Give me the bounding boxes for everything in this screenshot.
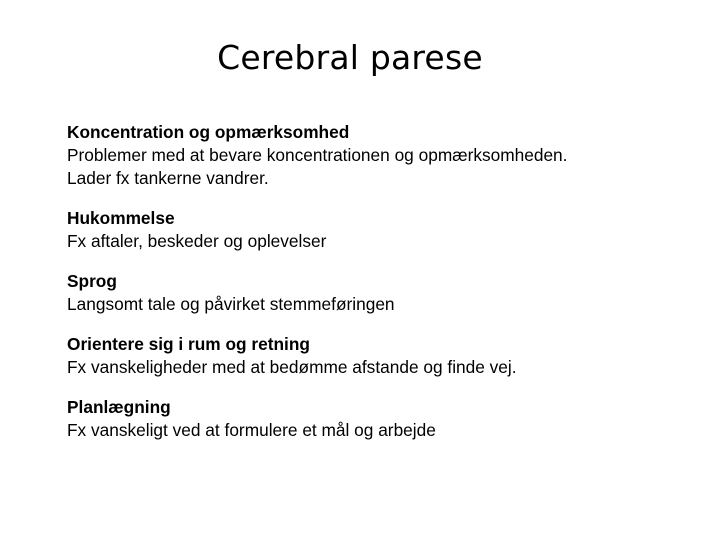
section-text: Fx vanskeligt ved at formulere et mål og arbejde — [67, 420, 436, 440]
section-heading: Koncentration og opmærksomhed — [67, 122, 350, 142]
section-text: Fx vanskeligheder med at bedømme afstande og finde vej. — [67, 357, 517, 377]
section-text: Fx aftaler, beskeder og oplevelser — [67, 231, 327, 251]
section-heading: Hukommelse — [67, 208, 175, 228]
section-text: Lader fx tankerne vandrer. — [67, 168, 269, 188]
slide-content — [67, 121, 707, 459]
section-heading: Orientere sig i rum og retning — [67, 334, 310, 354]
section-planning — [67, 396, 707, 442]
section-heading: Planlægning — [67, 397, 171, 417]
section-heading: Sprog — [67, 271, 117, 291]
section-memory — [67, 207, 707, 253]
section-text: Langsomt tale og påvirket stemmeføringen — [67, 294, 395, 314]
section-orientation — [67, 333, 707, 379]
section-language — [67, 270, 707, 316]
section-concentration — [67, 121, 707, 190]
slide-title: Cerebral parese — [217, 38, 483, 77]
section-text: Problemer med at bevare koncentrationen og opmærksomheden. — [67, 145, 568, 165]
